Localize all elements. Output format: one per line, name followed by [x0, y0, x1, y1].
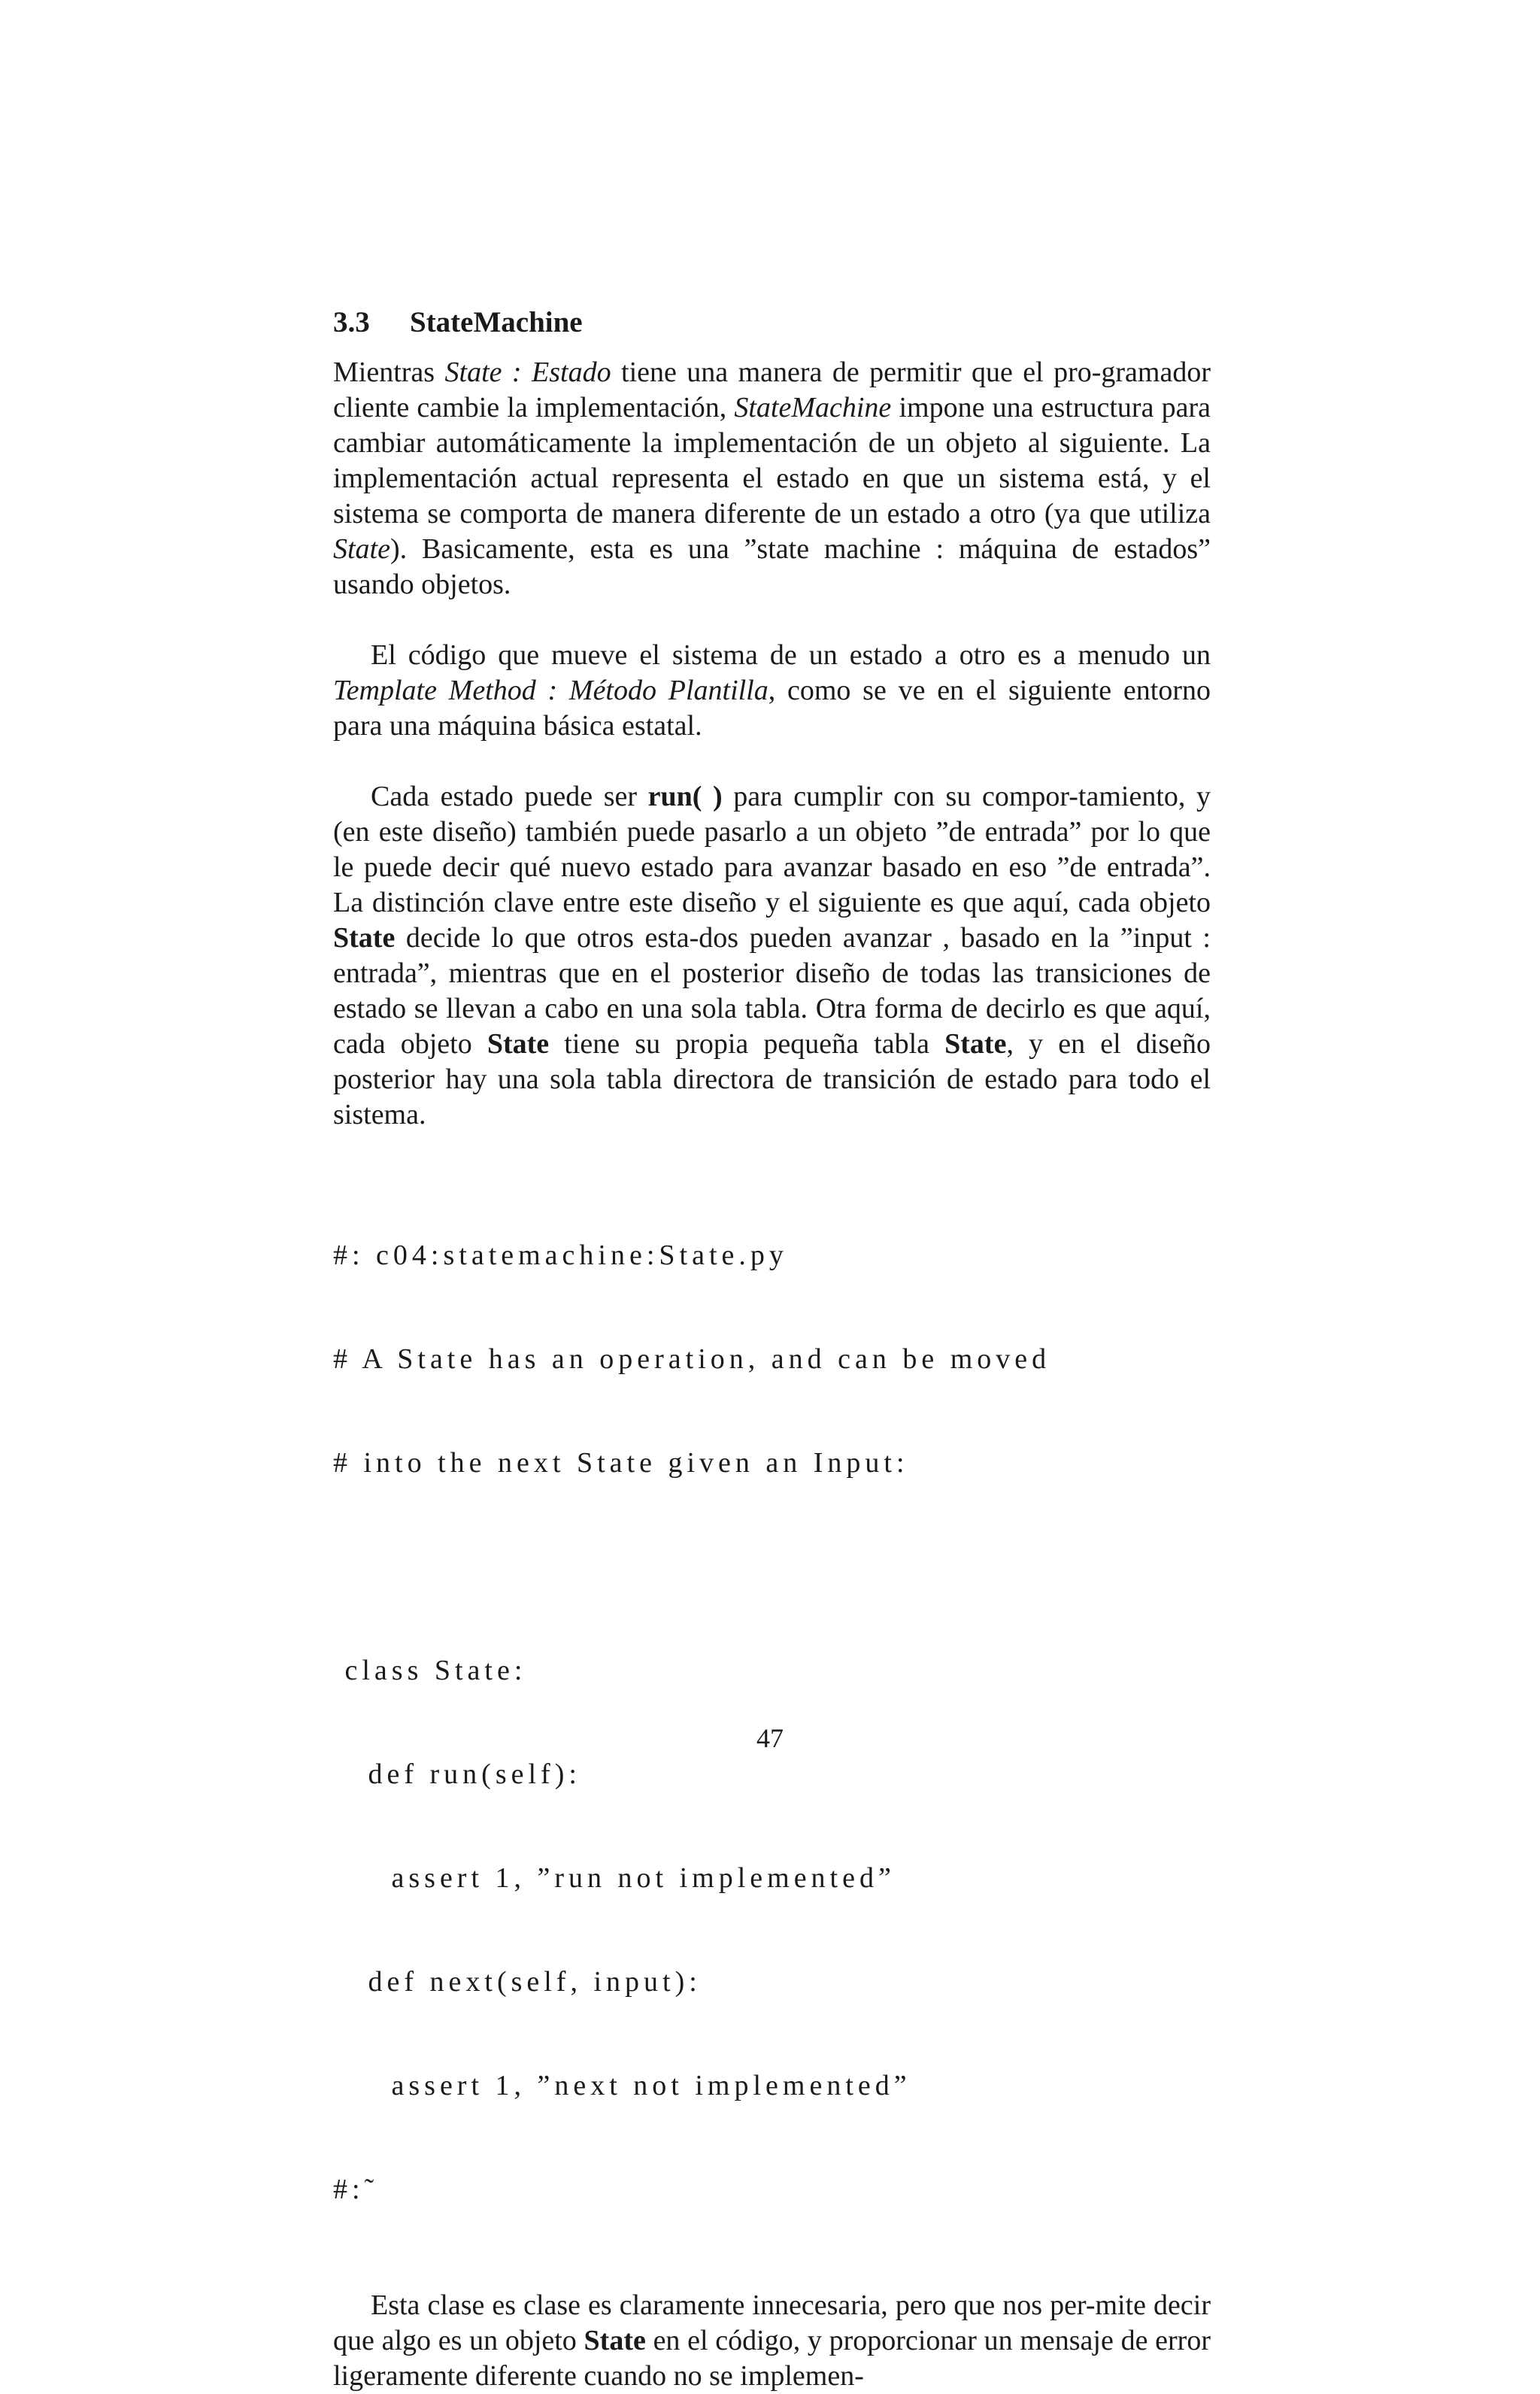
text-run: Mientras	[333, 357, 445, 388]
code-line: def run(self):	[333, 1758, 581, 1790]
paragraph-spacer	[333, 744, 1211, 779]
paragraph-spacer	[333, 602, 1211, 638]
text-run: ). Basicamente, esta es una ”state machine : máquina de estados” usando objetos.	[333, 533, 1211, 600]
page-number: 47	[756, 1723, 784, 1753]
code-line: # into the next State given an Input:	[333, 1447, 909, 1479]
text-run: , como se ve en el siguiente entorno para una máquina básica estatal.	[333, 675, 1211, 742]
text-run: Cada estado puede ser	[371, 781, 648, 812]
emphasis-state: State	[333, 533, 390, 565]
code-line: assert 1, ”run not implemented”	[333, 1862, 896, 1894]
paragraph-state-class	[333, 2288, 1211, 2394]
bold-state: State	[584, 2325, 646, 2356]
text-run: para cumplir con su compor-tamiento, y (en este diseño) también puede pasarlo a un objeto ”de entrada” por lo que le puede decir qué nuevo estado para avanzar basado en eso ”de entrada”. La distinción clave entre este diseño y el siguiente es que aquí, cada objeto	[333, 781, 1211, 918]
bold-state: State	[944, 1028, 1007, 1060]
code-line: def next(self, input):	[333, 1966, 702, 1998]
paragraph-template-method	[333, 638, 1211, 744]
text-run: decide lo que otros esta-dos pueden avanzar , basado en la ”input : entrada”, mientras que en el posterior diseño de todas las transiciones de estado se llevan a cabo en una sola tabla. Otra forma de decirlo es que aquí, cada objeto	[333, 922, 1211, 1060]
code-line: assert 1, ”next not implemented”	[333, 2070, 911, 2101]
emphasis-statemachine: StateMachine	[734, 392, 892, 423]
text-run: en el código, y proporcionar un mensaje de error ligeramente diferente cuando no se implemen-	[333, 2325, 1211, 2392]
bold-run-method: run( )	[647, 781, 723, 812]
paragraph-intro	[333, 355, 1211, 602]
section-heading	[333, 305, 1211, 340]
emphasis-template-method: Template Method : Método Plantilla	[333, 675, 768, 706]
code-line: #:˜	[333, 2174, 379, 2205]
page-content	[333, 305, 1211, 2394]
section-title: StateMachine	[410, 306, 583, 338]
paragraph-run-state	[333, 779, 1211, 1133]
emphasis-state-estado: State : Estado	[444, 357, 611, 388]
bold-state: State	[333, 922, 396, 954]
text-run: tiene una manera de permitir que el pro-gramador cliente cambie la implementación,	[333, 357, 1211, 423]
bold-state: State	[487, 1028, 550, 1060]
text-run: , y en el diseño posterior hay una sola tabla directora de transición de estado para todo el sistema.	[333, 1028, 1211, 1130]
code-line	[333, 1549, 1211, 1584]
text-run: El código que mueve el sistema de un estado a otro es a menudo un	[371, 639, 1211, 671]
text-run: impone una estructura para cambiar automáticamente la implementación de un objeto al siguiente. La implementación actual representa el estado en que un sistema está, y el sistema se comporta de manera diferente de un estado a otro (ya que utiliza	[333, 392, 1211, 529]
section-number: 3.3	[333, 306, 370, 338]
text-run: Esta clase es clase es claramente innecesaria, pero que nos per-mite decir que algo es un objeto	[333, 2289, 1211, 2356]
code-line: class State:	[333, 1655, 527, 1686]
code-line: # A State has an operation, and can be moved	[333, 1343, 1051, 1375]
text-run: tiene su propia pequeña tabla	[549, 1028, 945, 1060]
code-line: #: c04:statemachine:State.py	[333, 1239, 788, 1271]
